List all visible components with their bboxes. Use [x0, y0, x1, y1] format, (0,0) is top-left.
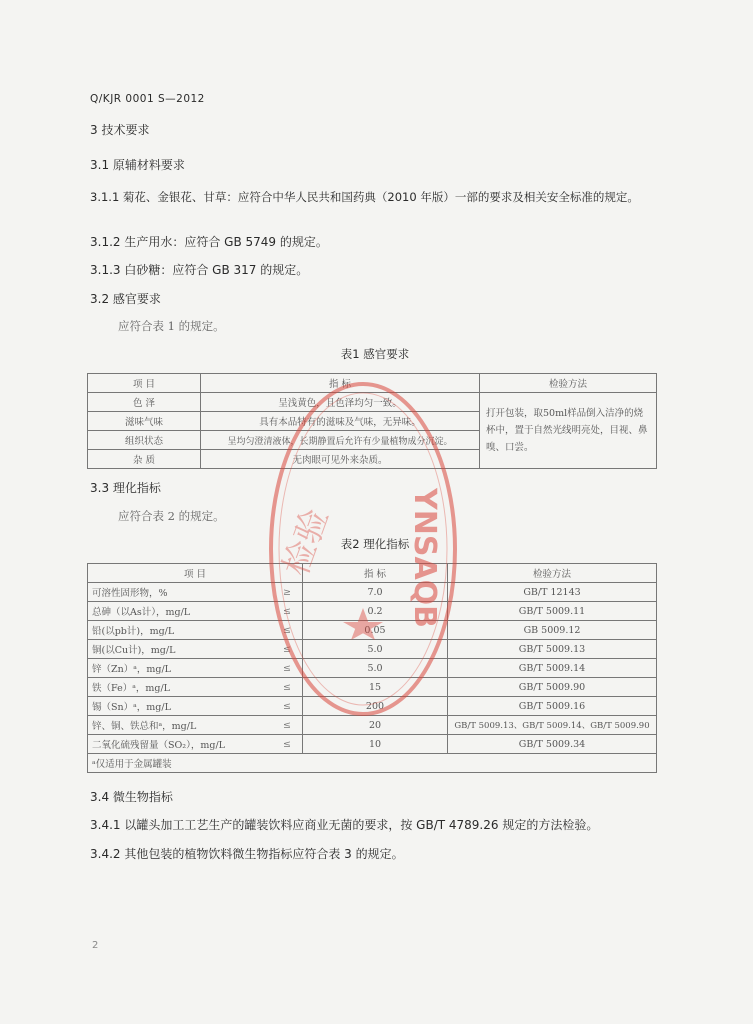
- table2-value: 200: [303, 697, 448, 716]
- section-3-2-text: 应符合表 1 的规定。: [118, 319, 225, 333]
- table2-sign: ≤: [272, 678, 303, 697]
- table-row: [88, 697, 657, 716]
- table1-caption: 表1 感官要求: [340, 347, 410, 361]
- table2-method: GB/T 5009.90: [448, 678, 657, 697]
- svg-text:YNSAQB: YNSAQB: [407, 488, 442, 629]
- table-row: [88, 659, 657, 678]
- table2-method: GB/T 5009.34: [448, 735, 657, 754]
- section-3-2-heading: 3.2 感官要求: [90, 292, 161, 306]
- table2-item: 铅(以pb计)，mg/L: [88, 621, 273, 640]
- table2-method: GB 5009.12: [448, 621, 657, 640]
- table2-method: GB/T 5009.11: [448, 602, 657, 621]
- page-number: 2: [92, 940, 99, 951]
- table1-item: 滋味气味: [88, 412, 201, 431]
- section-3-4-1-text: 3.4.1 以罐头加工工艺生产的罐装饮料应商业无菌的要求，按 GB/T 4789.26 规定的方法检验。: [90, 818, 599, 832]
- table-row: [88, 716, 657, 735]
- section-3-1-heading: 3.1 原辅材料要求: [90, 158, 185, 172]
- table2-footnote: ᵃ仅适用于金属罐装: [88, 754, 657, 773]
- table-row: [88, 602, 657, 621]
- table2-sign: ≤: [272, 640, 303, 659]
- table2-value: 5.0: [303, 640, 448, 659]
- section-3-4-2-text: 3.4.2 其他包装的植物饮料微生物指标应符合表 3 的规定。: [90, 847, 404, 861]
- table2-value: 0.05: [303, 621, 448, 640]
- table2-value: 7.0: [303, 583, 448, 602]
- table2-value: 0.2: [303, 602, 448, 621]
- table2-caption: 表2 理化指标: [340, 537, 410, 551]
- table2-method: GB/T 5009.16: [448, 697, 657, 716]
- table2-sign: ≤: [272, 716, 303, 735]
- section-3-4-heading: 3.4 微生物指标: [90, 790, 173, 804]
- table-row: [88, 393, 657, 412]
- table2-method: GB/T 5009.13、GB/T 5009.14、GB/T 5009.90: [448, 716, 657, 735]
- table1-header-item: 项 目: [88, 374, 201, 393]
- table2-item: 锌（Zn）ᵃ，mg/L: [88, 659, 273, 678]
- table1-spec: 具有本品特有的滋味及气味，无异味。: [201, 412, 480, 431]
- table2-value: 5.0: [303, 659, 448, 678]
- table2-value: 20: [303, 716, 448, 735]
- table2-sign: ≤: [272, 659, 303, 678]
- table2-sign: ≥: [272, 583, 303, 602]
- section-3-3-heading: 3.3 理化指标: [90, 481, 161, 495]
- table-row: [88, 735, 657, 754]
- table2-item: 总砷（以As计），mg/L: [88, 602, 273, 621]
- table2-item: 锌、铜、铁总和ᵃ，mg/L: [88, 716, 273, 735]
- table1-header-method: 检验方法: [480, 374, 657, 393]
- section-3-3-text: 应符合表 2 的规定。: [118, 509, 225, 523]
- table-row: [88, 640, 657, 659]
- table2-value: 15: [303, 678, 448, 697]
- table-row: [88, 678, 657, 697]
- table-footnote-row: [88, 754, 657, 773]
- table2-sign: ≤: [272, 621, 303, 640]
- section-3-heading: 3 技术要求: [90, 123, 150, 137]
- table-row: [88, 621, 657, 640]
- table1-spec: 无肉眼可见外来杂质。: [201, 450, 480, 469]
- table-header-row: [88, 374, 657, 393]
- table1-header-spec: 指 标: [201, 374, 480, 393]
- table2-method: GB/T 12143: [448, 583, 657, 602]
- table2-sign: ≤: [272, 735, 303, 754]
- table2-value: 10: [303, 735, 448, 754]
- table-row: [88, 583, 657, 602]
- table2-sign: ≤: [272, 602, 303, 621]
- table2-item: 锡（Sn）ᵃ，mg/L: [88, 697, 273, 716]
- table2-physicochemical: [87, 563, 657, 773]
- table1-item: 组织状态: [88, 431, 201, 450]
- svg-text:检验: 检验: [275, 503, 337, 582]
- table1-method: 打开包装，取50ml样品倒入洁净的烧杯中，置于自然光线明亮处，目视、鼻嗅、口尝。: [480, 393, 657, 469]
- section-3-1-1-text: 3.1.1 菊花、金银花、甘草：应符合中华人民共和国药典（2010 年版）一部的要求及相关安全标准的规定。: [90, 190, 639, 204]
- table2-item: 铁（Fe）ᵃ，mg/L: [88, 678, 273, 697]
- table1-spec: 呈浅黄色，且色泽均匀一致。: [201, 393, 480, 412]
- table2-method: GB/T 5009.14: [448, 659, 657, 678]
- section-3-1-2-text: 3.1.2 生产用水：应符合 GB 5749 的规定。: [90, 235, 328, 249]
- table1-item: 杂 质: [88, 450, 201, 469]
- table1-item: 色 泽: [88, 393, 201, 412]
- table2-item: 二氧化硫残留量（SO₂），mg/L: [88, 735, 273, 754]
- table2-item: 铜(以Cu计)，mg/L: [88, 640, 273, 659]
- table1-sensory: [87, 373, 657, 469]
- table1-spec: 呈均匀澄清液体，长期静置后允许有少量植物成分沉淀。: [201, 431, 480, 450]
- section-3-1-3-text: 3.1.3 白砂糖：应符合 GB 317 的规定。: [90, 263, 309, 277]
- table2-item: 可溶性固形物，%: [88, 583, 273, 602]
- table2-header-method: 检验方法: [448, 564, 657, 583]
- table-header-row: [88, 564, 657, 583]
- table2-header-spec: 指 标: [303, 564, 448, 583]
- table2-sign: ≤: [272, 697, 303, 716]
- table2-header-item: 项 目: [88, 564, 303, 583]
- table2-method: GB/T 5009.13: [448, 640, 657, 659]
- standard-code: Q/KJR 0001 S—2012: [90, 93, 205, 105]
